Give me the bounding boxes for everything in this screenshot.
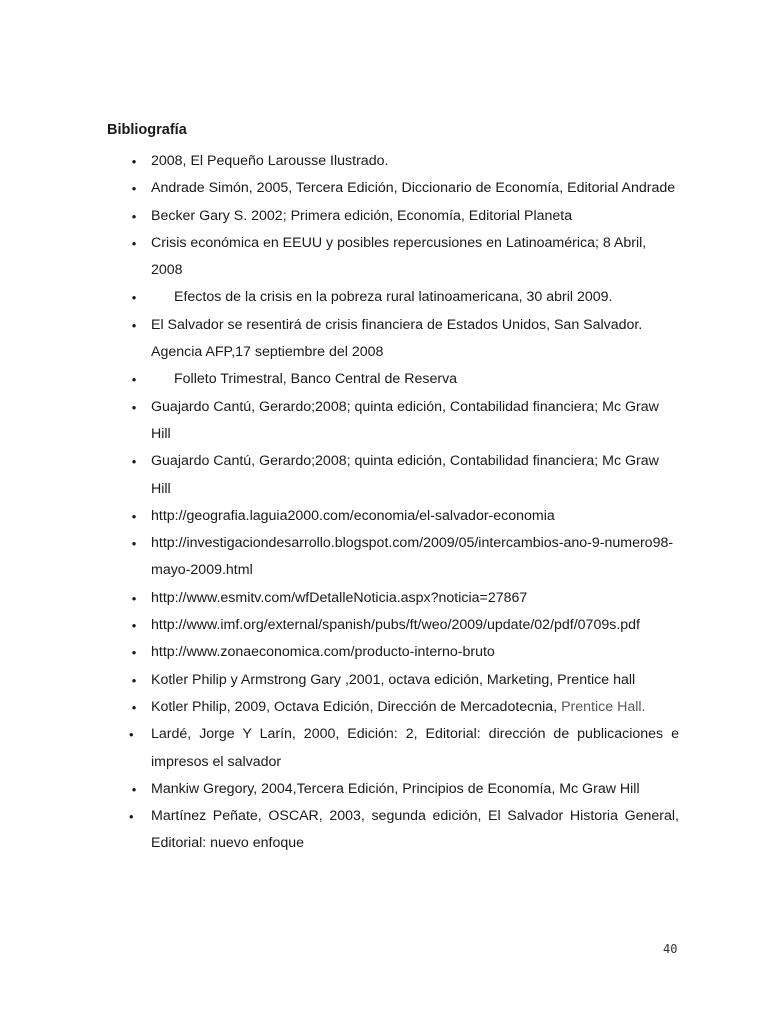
entry-text: Kotler Philip y Armstrong Gary ,2001, octava edición, Marketing, Prentice hall <box>151 671 636 688</box>
bibliography-entry <box>131 175 679 202</box>
bullet-icon: • <box>131 181 137 197</box>
bullet-icon: • <box>131 154 137 169</box>
bibliography-entry <box>131 203 679 230</box>
bullet-icon: • <box>131 645 137 661</box>
bullet-icon: • <box>131 235 137 251</box>
bibliography-entry <box>131 667 679 694</box>
entry-text: http://investigaciondesarrollo.blogspot.com/2009/05/intercambios-ano-9-numero98-mayo-2009.html <box>151 535 674 579</box>
bullet-icon: • <box>131 208 137 224</box>
bibliography-list <box>0 148 768 858</box>
bullet-icon: • <box>131 536 137 552</box>
bibliography-entry <box>131 284 679 311</box>
bibliography-entry <box>131 148 679 175</box>
bibliography-entry <box>131 230 679 285</box>
entry-text: El Salvador se resentirá de crisis financiera de Estados Unidos, San Salvador. Agencia AFP,17 septiembre del 2008 <box>151 316 643 361</box>
bullet-icon: • <box>131 699 137 715</box>
bibliography-entry <box>131 366 679 393</box>
bibliography-entry <box>131 394 679 449</box>
entry-text: Guajardo Cantú, Gerardo;2008; quinta edición, Contabilidad financiera; Mc Graw Hill <box>151 453 659 497</box>
entry-text: Folleto Trimestral, Banco Central de Reserva <box>174 371 458 388</box>
bibliography-entry <box>129 803 679 858</box>
bullet-icon: • <box>131 508 137 524</box>
entry-highlight: Prentice Hall. <box>561 698 646 715</box>
bibliography-entry <box>131 503 679 530</box>
bibliography-entry <box>131 639 679 666</box>
page-number: 40 <box>663 942 678 956</box>
entry-text: http://www.zonaeconomica.com/producto-interno-bruto <box>151 644 495 661</box>
bullet-icon: • <box>131 590 137 606</box>
bibliography-entry <box>131 585 679 612</box>
bullet-icon: • <box>131 290 137 306</box>
bullet-icon: • <box>131 372 137 388</box>
bibliography-entry <box>131 312 679 367</box>
bibliography-entry <box>131 776 679 803</box>
entry-text: Crisis económica en EEUU y posibles repercusiones en Latinoamérica; 8 Abril, 2008 <box>151 234 647 279</box>
bullet-icon: • <box>131 618 137 634</box>
entry-text: Efectos de la crisis en la pobreza rural latinoamericana, 30 abril 2009. <box>174 289 613 306</box>
page-title: Bibliografía <box>107 122 187 138</box>
bibliography-entry <box>129 721 679 776</box>
bibliography-entry <box>131 448 679 503</box>
bibliography-entry <box>131 694 679 721</box>
entry-text: Mankiw Gregory, 2004,Tercera Edición, Principios de Economía, Mc Graw Hill <box>151 780 640 797</box>
entry-text: Lardé, Jorge Y Larín, 2000, Edición: 2, Editorial: dirección de publicaciones e impresos el salvador <box>151 726 679 770</box>
entry-text: Martínez Peñate, OSCAR, 2003, segunda edición, El Salvador Historia General, Editorial: nuevo enfoque <box>151 808 679 852</box>
entry-text: http://www.esmitv.com/wfDetalleNoticia.aspx?noticia=27867 <box>151 589 528 606</box>
entry-text: Becker Gary S. 2002; Primera edición, Economía, Editorial Planeta <box>151 207 573 224</box>
bibliography-entry <box>131 530 679 585</box>
bullet-icon: • <box>131 454 137 470</box>
bullet-icon: • <box>129 727 134 743</box>
bullet-icon: • <box>131 399 137 415</box>
bullet-icon: • <box>131 781 137 797</box>
bullet-icon: • <box>129 809 134 825</box>
entry-text: Kotler Philip, 2009, Octava Edición, Dirección de Mercadotecnia, <box>151 698 558 715</box>
entry-text: 2008, El Pequeño Larousse Ilustrado. <box>151 153 389 169</box>
bullet-icon: • <box>131 672 137 688</box>
entry-text: http://geografia.laguia2000.com/economia/el-salvador-economia <box>151 507 555 524</box>
entry-text: http://www.imf.org/external/spanish/pubs/ft/weo/2009/update/02/pdf/0709s.pdf <box>151 617 640 634</box>
entry-text: Andrade Simón, 2005, Tercera Edición, Diccionario de Economía, Editorial Andrade <box>151 180 676 197</box>
bullet-icon: • <box>131 317 137 333</box>
entry-text: Guajardo Cantú, Gerardo;2008; quinta edición, Contabilidad financiera; Mc Graw Hill <box>151 398 659 442</box>
bibliography-entry <box>131 612 679 639</box>
